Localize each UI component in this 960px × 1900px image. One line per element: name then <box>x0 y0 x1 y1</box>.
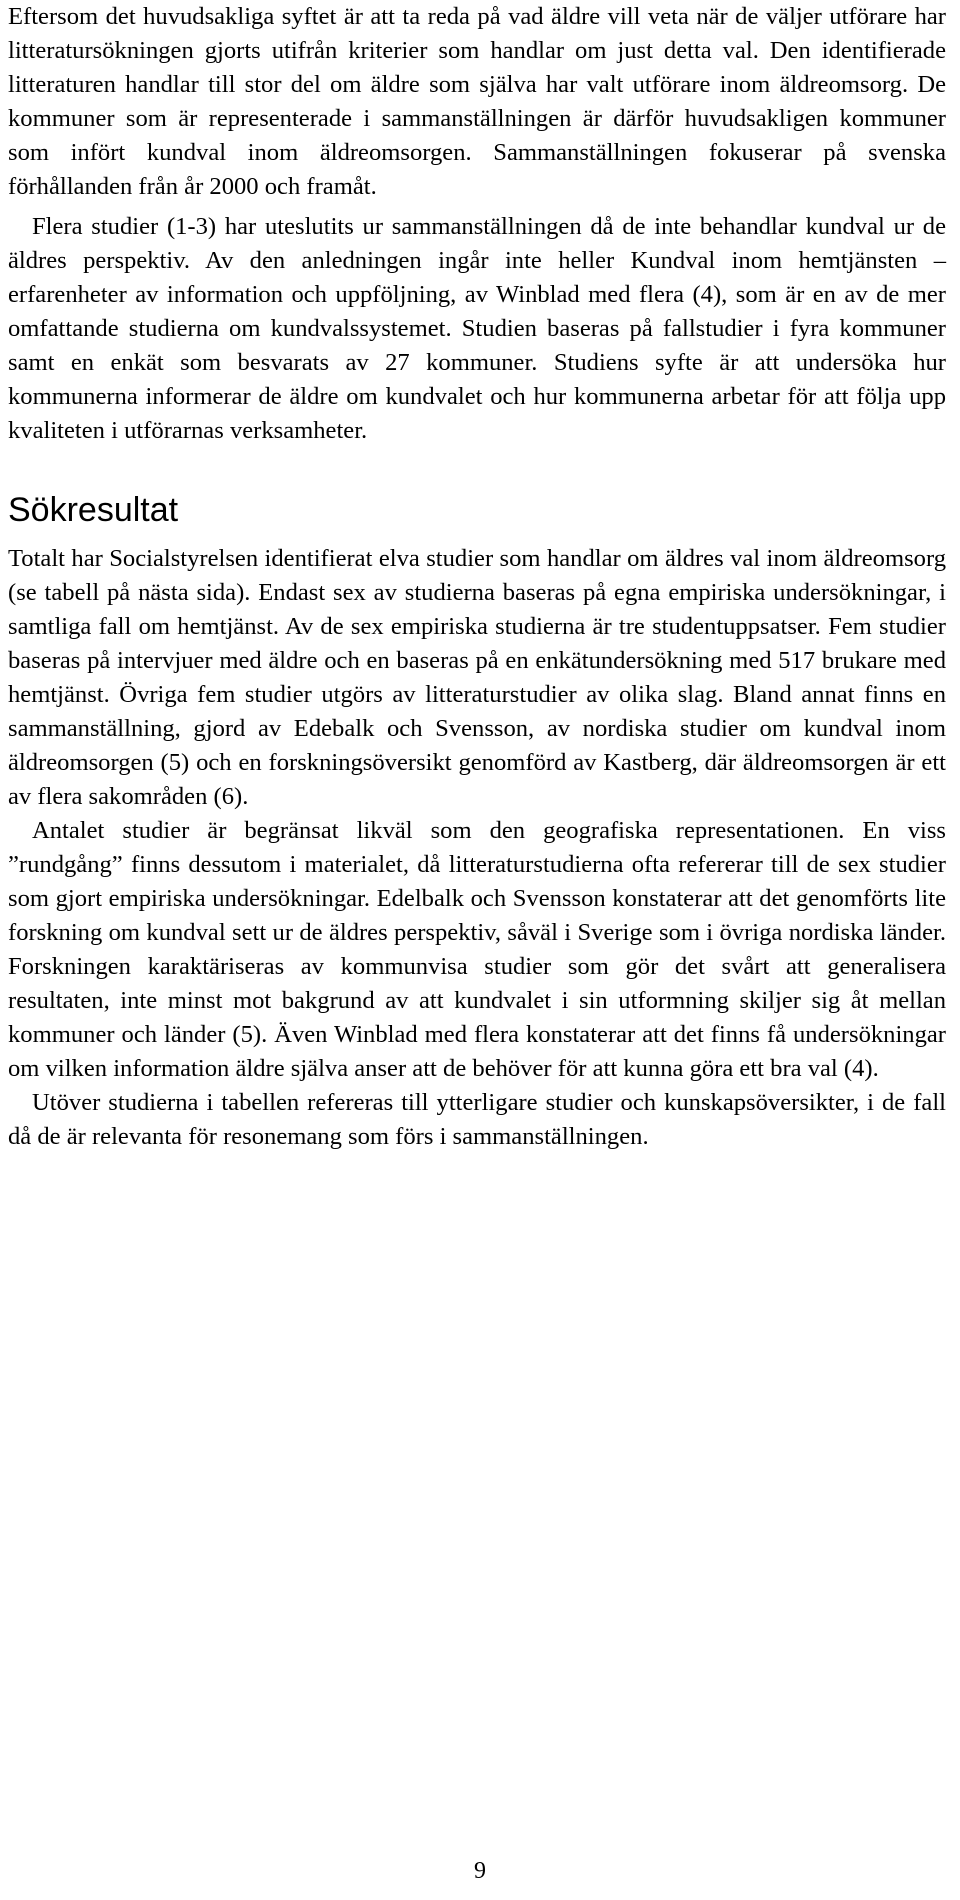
paragraph-search-results: Totalt har Socialstyrelsen identifierat elva studier som handlar om äldres val inom äldreomsorg (se tabell på nästa sida). Endast sex av studierna baseras på egna empiriska undersökningar, i samtliga fall om hemtjänst. Av de sex empiriska studierna är tre studentuppsatser. Fem studier baseras på intervjuer med äldre och en baseras på en enkätundersökning med 517 brukare med hemtjänst. Övriga fem studier utgörs av litteraturstudier av olika slag. Bland annat finns en sammanställning, gjord av Edebalk och Svensson, av nordiska studier om kundval inom äldreomsorgen (5) och en forskningsöversikt genomförd av Kastberg, där äldreomsorgen är ett av flera sakområden (6). <box>8 545 946 810</box>
section-heading-wrapper <box>8 490 946 530</box>
paragraph-excluded-studies: Flera studier (1-3) har uteslutits ur sammanställningen då de inte behandlar kundval ur de äldres perspektiv. Av den anledningen ingår inte heller Kundval inom hemtjänsten – erfarenheter av information och uppföljning, av Winblad med flera (4), som är en av de mer omfattande studierna om kundvalssystemet. Studien baseras på fallstudier i fyra kommuner samt en enkät som besvarats av 27 kommuner. Studiens syfte är att undersöka hur kommunerna informerar de äldre om kundvalet och hur kommunerna arbetar för att följa upp kvaliteten i utförarnas verksamheter. <box>8 213 946 444</box>
page-content <box>8 0 946 1154</box>
page-number: 9 <box>474 1858 486 1884</box>
paragraph-search-criteria: Eftersom det huvudsakliga syftet är att ta reda på vad äldre vill veta när de väljer utförare har litteratursökningen gjorts utifrån kriterier som handlar om just detta val. Den identifierade litteraturen handlar till stor del om äldre som själva har valt utförare inom äldreomsorg. De kommuner som är representerade i sammanställningen är därför huvudsakligen kommuner som infört kundval inom äldreomsorgen. Sammanställningen fokuserar på svenska förhållanden från år 2000 och framåt. <box>8 3 946 200</box>
paragraph-additional-references: Utöver studierna i tabellen refereras till ytterligare studier och kunskapsöversikter, i de fall då de är relevanta för resonemang som förs i sammanställningen. <box>8 1089 946 1150</box>
paragraph-limited-studies: Antalet studier är begränsat likväl som den geografiska representationen. En viss ”rundgång” finns dessutom i materialet, då litteraturstudierna ofta refererar till de sex studier som gjort empiriska undersökningar. Edelbalk och Svensson konstaterar att det genomförts lite forskning om kundval sett ur de äldres perspektiv, såväl i Sverige som i övriga nordiska länder. Forskningen karaktäriseras av kommunvisa studier som gör det svårt att generalisera resultaten, inte minst mot bakgrund av att kundvalet i sin utformning skiljer sig åt mellan kommuner och länder (5). Även Winblad med flera konstaterar att det finns få undersökningar om vilken information äldre själva anser att de behöver för att kunna göra ett bra val (4). <box>8 817 946 1082</box>
section-heading-sokresultat: Sökresultat <box>8 491 179 529</box>
